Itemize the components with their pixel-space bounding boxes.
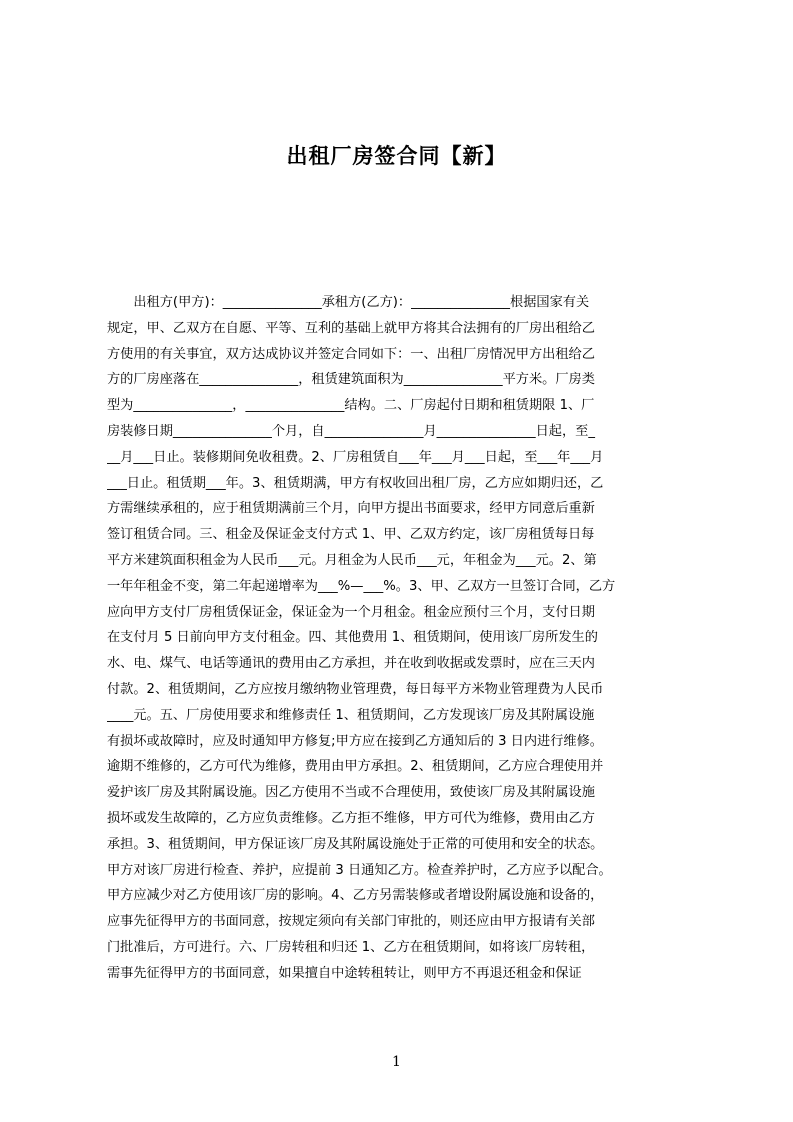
body-line: 房装修日期_______________个月，自_______________月_______________日起，至_ bbox=[107, 423, 595, 439]
body-line: ___日止。租赁期___年。3、租赁期满，甲方有权收回出租厂房，乙方应如期归还，乙 bbox=[107, 475, 604, 491]
body-line: ____元。五、厂房使用要求和维修责任 1、租赁期间，乙方发现该厂房及其附属设施 bbox=[107, 707, 595, 723]
body-line: 方使用的有关事宜，双方达成协议并签定合同如下：一、出租厂房情况甲方出租给乙 bbox=[107, 346, 595, 362]
body-line: 门批准后，方可进行。六、厂房转租和归还 1、乙方在租赁期间，如将该厂房转租， bbox=[107, 939, 595, 955]
page-number: 1 bbox=[392, 1054, 401, 1070]
body-line: 签订租赁合同。三、租金及保证金支付方式 1、甲、乙双方约定，该厂房租赁每日每 bbox=[107, 527, 595, 543]
body-line: 甲方对该厂房进行检查、养护，应提前 3 日通知乙方。检查养护时，乙方应予以配合。 bbox=[107, 862, 612, 878]
body-line: 一年年租金不变，第二年起递增率为___%—___%。3、甲、乙双方一旦签订合同，乙方 bbox=[107, 578, 616, 594]
body-line: 平方米建筑面积租金为人民币___元。月租金为人民币___元，年租金为___元。2、第 bbox=[107, 552, 597, 568]
body-line: 方需继续承租的，应于租赁期满前三个月，向甲方提出书面要求，经甲方同意后重新 bbox=[107, 501, 595, 517]
body-line: 有损坏或故障时，应及时通知甲方修复;甲方应在接到乙方通知后的 3 日内进行维修。 bbox=[107, 733, 603, 749]
body-line: 应事先征得甲方的书面同意，按规定须向有关部门审批的，则还应由甲方报请有关部 bbox=[107, 914, 595, 930]
body-line: 型为_______________，_______________结构。二、厂房起付日期和租赁期限 1、厂 bbox=[107, 398, 595, 414]
body-line: __月___日止。装修期间免收租费。2、厂房租赁自___年___月___日起，至___年___月 bbox=[107, 449, 604, 465]
body-line: 在支付月 5 日前向甲方支付租金。四、其他费用 1、租赁期间，使用该厂房所发生的 bbox=[107, 630, 598, 646]
body-line: 水、电、煤气、电话等通讯的费用由乙方承担，并在收到收据或发票时，应在三天内 bbox=[107, 656, 595, 672]
document-body bbox=[107, 290, 698, 987]
body-line: 规定，甲、乙双方在自愿、平等、互利的基础上就甲方将其合法拥有的厂房出租给乙 bbox=[107, 320, 595, 336]
body-line: 应向甲方支付厂房租赁保证金，保证金为一个月租金。租金应预付三个月，支付日期 bbox=[107, 604, 595, 620]
body-line: 付款。2、租赁期间，乙方应按月缴纳物业管理费，每日每平方米物业管理费为人民币 bbox=[107, 681, 604, 697]
body-line: 方的厂房座落在_______________，租赁建筑面积为_______________平方米。厂房类 bbox=[107, 372, 595, 388]
body-line: 逾期不维修的，乙方可代为维修，费用由甲方承担。2、租赁期间，乙方应合理使用并 bbox=[107, 759, 604, 775]
body-line: 承担。3、租赁期间，甲方保证该厂房及其附属设施处于正常的可使用和安全的状态。 bbox=[107, 836, 604, 852]
body-line: 出租方(甲方)：_______________承租方(乙方)：_______________根据国家有关 bbox=[107, 295, 590, 310]
body-line: 爱护该厂房及其附属设施。因乙方使用不当或不合理使用，致使该厂房及其附属设施 bbox=[107, 785, 595, 801]
document-title: 出租厂房签合同【新】 bbox=[286, 144, 507, 168]
body-line: 需事先征得甲方的书面同意，如果擅自中途转租转让，则甲方不再退还租金和保证 bbox=[107, 965, 582, 981]
body-line: 损坏或发生故障的，乙方应负责维修。乙方拒不维修，甲方可代为维修，费用由乙方 bbox=[107, 810, 595, 826]
body-line: 甲方应减少对乙方使用该厂房的影响。4、乙方另需装修或者增设附属设施和设备的， bbox=[107, 888, 604, 904]
